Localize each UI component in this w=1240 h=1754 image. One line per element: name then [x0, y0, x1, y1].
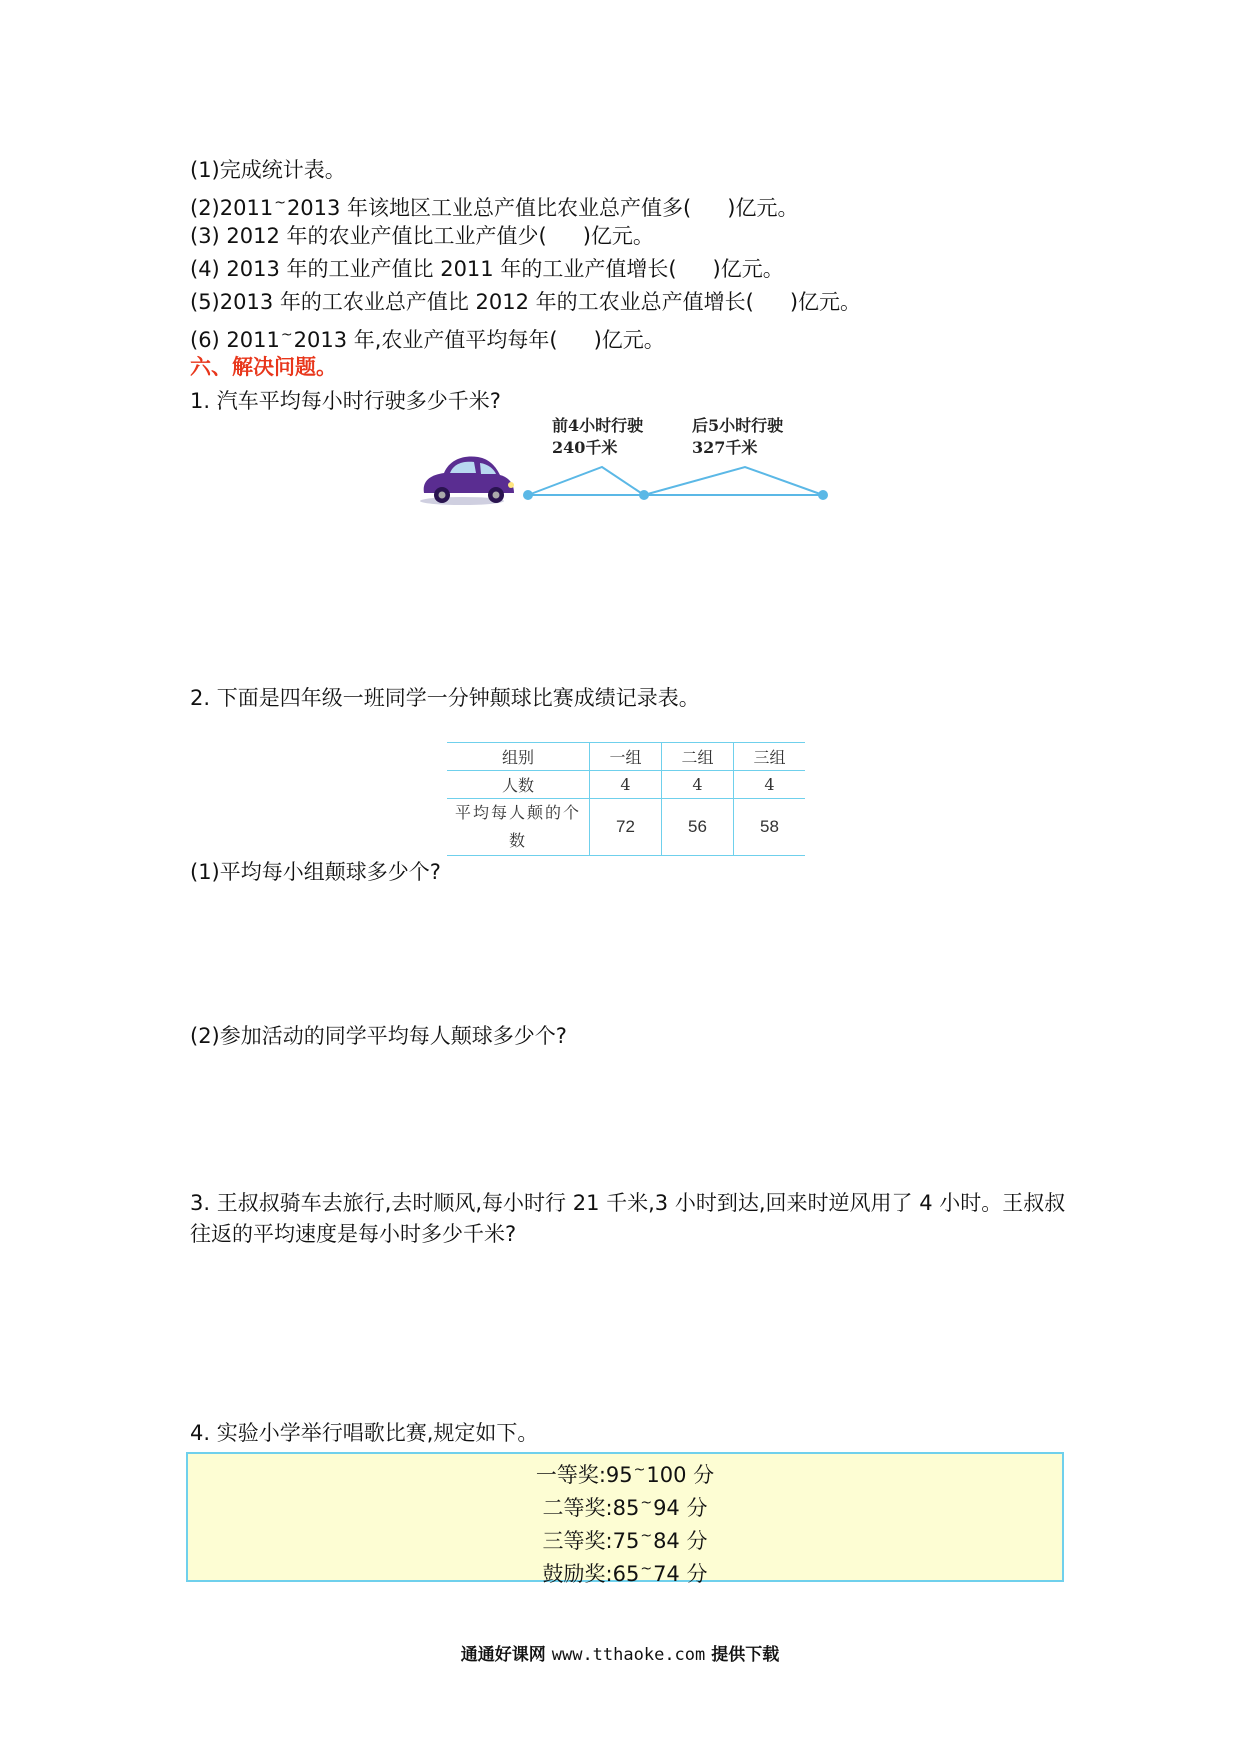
segment1-label-line1: 前4小时行驶 — [552, 416, 644, 435]
tilde-mark: ~ — [280, 327, 293, 343]
problem4-question: 4. 实验小学举行唱歌比赛,规定如下。 — [190, 1421, 539, 1445]
q4-part-a: (4) 2013 年的工业产值比 2011 年的工业产值增长( — [190, 257, 677, 281]
q3-part-b: )亿元。 — [582, 224, 654, 248]
footer-url[interactable]: www.tthaoke.com — [551, 1645, 706, 1665]
table-cell: 二组 — [662, 743, 734, 771]
award-encouragement — [188, 1553, 1062, 1586]
award-score: 94 分 — [653, 1496, 708, 1520]
tilde-mark: ~ — [640, 1561, 653, 1577]
segment2-brace — [644, 467, 823, 495]
table-cell — [447, 799, 590, 856]
middle-point — [639, 490, 649, 500]
segment2-label-line2: 327千米 — [692, 438, 758, 457]
q3-text — [190, 221, 654, 251]
table-cell: 72 — [590, 799, 662, 856]
award-label: 二等奖:85 — [542, 1496, 640, 1520]
q6-part-b: 2013 年,农业产值平均每年( — [293, 328, 558, 352]
end-point — [818, 490, 828, 500]
award-label: 三等奖:75 — [542, 1529, 640, 1553]
q2-text — [190, 188, 798, 223]
problem3-line2: 往返的平均速度是每小时多少千米? — [190, 1222, 517, 1246]
table-row — [447, 771, 805, 799]
q6-part-a: (6) 2011 — [190, 328, 280, 352]
table-cell-text: 平均每人颠的个数 — [454, 803, 581, 850]
q5-text — [190, 287, 861, 317]
table-cell: 58 — [734, 799, 806, 856]
footer-site-name: 通通好课网 — [460, 1645, 546, 1665]
car-distance-diagram — [410, 415, 850, 515]
award-second — [188, 1487, 1062, 1520]
q6-part-c: )亿元。 — [593, 328, 665, 352]
problem1-question: 1. 汽车平均每小时行驶多少千米? — [190, 389, 501, 413]
problem3-line1: 3. 王叔叔骑车去旅行,去时顺风,每小时行 21 千米,3 小时到达,回来时逆风用了 4 小时。王叔叔 — [190, 1191, 1066, 1215]
tilde-mark: ~ — [640, 1528, 653, 1544]
q2-part-c: )亿元。 — [727, 196, 799, 220]
award-score: 74 分 — [653, 1562, 708, 1586]
table-cell: 一组 — [590, 743, 662, 771]
page-footer — [0, 1640, 1240, 1665]
q4-part-b: )亿元。 — [712, 257, 784, 281]
award-third — [188, 1520, 1062, 1553]
segment2-label-line1: 后5小时行驶 — [692, 416, 784, 435]
problem2-sub2: (2)参加活动的同学平均每人颠球多少个? — [190, 1024, 567, 1048]
problem2-sub1: (1)平均每小组颠球多少个? — [190, 860, 441, 884]
table-row — [447, 799, 805, 856]
award-first — [188, 1454, 1062, 1487]
table-cell: 56 — [662, 799, 734, 856]
awards-rules-box — [186, 1452, 1064, 1586]
q5-part-b: )亿元。 — [789, 290, 862, 314]
problem2-question: 2. 下面是四年级一班同学一分钟颠球比赛成绩记录表。 — [190, 686, 700, 710]
segment1-brace — [528, 467, 644, 495]
table-cell: 三组 — [734, 743, 806, 771]
q1-text: (1)完成统计表。 — [190, 158, 346, 182]
table-header-row — [447, 743, 805, 771]
footer-suffix: 提供下载 — [711, 1645, 780, 1665]
section-six-title: 六、解决问题。 — [190, 355, 337, 379]
table-cell: 4 — [662, 771, 734, 799]
segment1-label-line2: 240千米 — [552, 438, 618, 457]
tilde-mark: ~ — [274, 195, 286, 211]
tilde-mark: ~ — [640, 1495, 653, 1511]
award-score: 100 分 — [646, 1463, 715, 1487]
award-label: 一等奖:95 — [535, 1463, 633, 1487]
table-cell: 4 — [590, 771, 662, 799]
diagram-svg — [410, 415, 850, 515]
award-score: 84 分 — [653, 1529, 708, 1553]
car-icon — [420, 457, 514, 505]
q4-text — [190, 254, 784, 284]
q3-part-a: (3) 2012 年的农业产值比工业产值少( — [190, 224, 547, 248]
q6-text — [190, 320, 665, 355]
table-cell: 4 — [734, 771, 806, 799]
score-table — [447, 742, 805, 856]
tilde-mark: ~ — [633, 1462, 646, 1478]
start-point — [523, 490, 533, 500]
award-label: 鼓励奖:65 — [542, 1562, 640, 1586]
table-cell: 组别 — [447, 743, 590, 771]
q2-part-a: (2)2011 — [190, 196, 274, 220]
table-cell: 人数 — [447, 771, 590, 799]
q5-part-a: (5)2013 年的工农业总产值比 2012 年的工农业总产值增长( — [190, 290, 754, 314]
q2-part-b: 2013 年该地区工业总产值比农业总产值多( — [286, 196, 692, 220]
